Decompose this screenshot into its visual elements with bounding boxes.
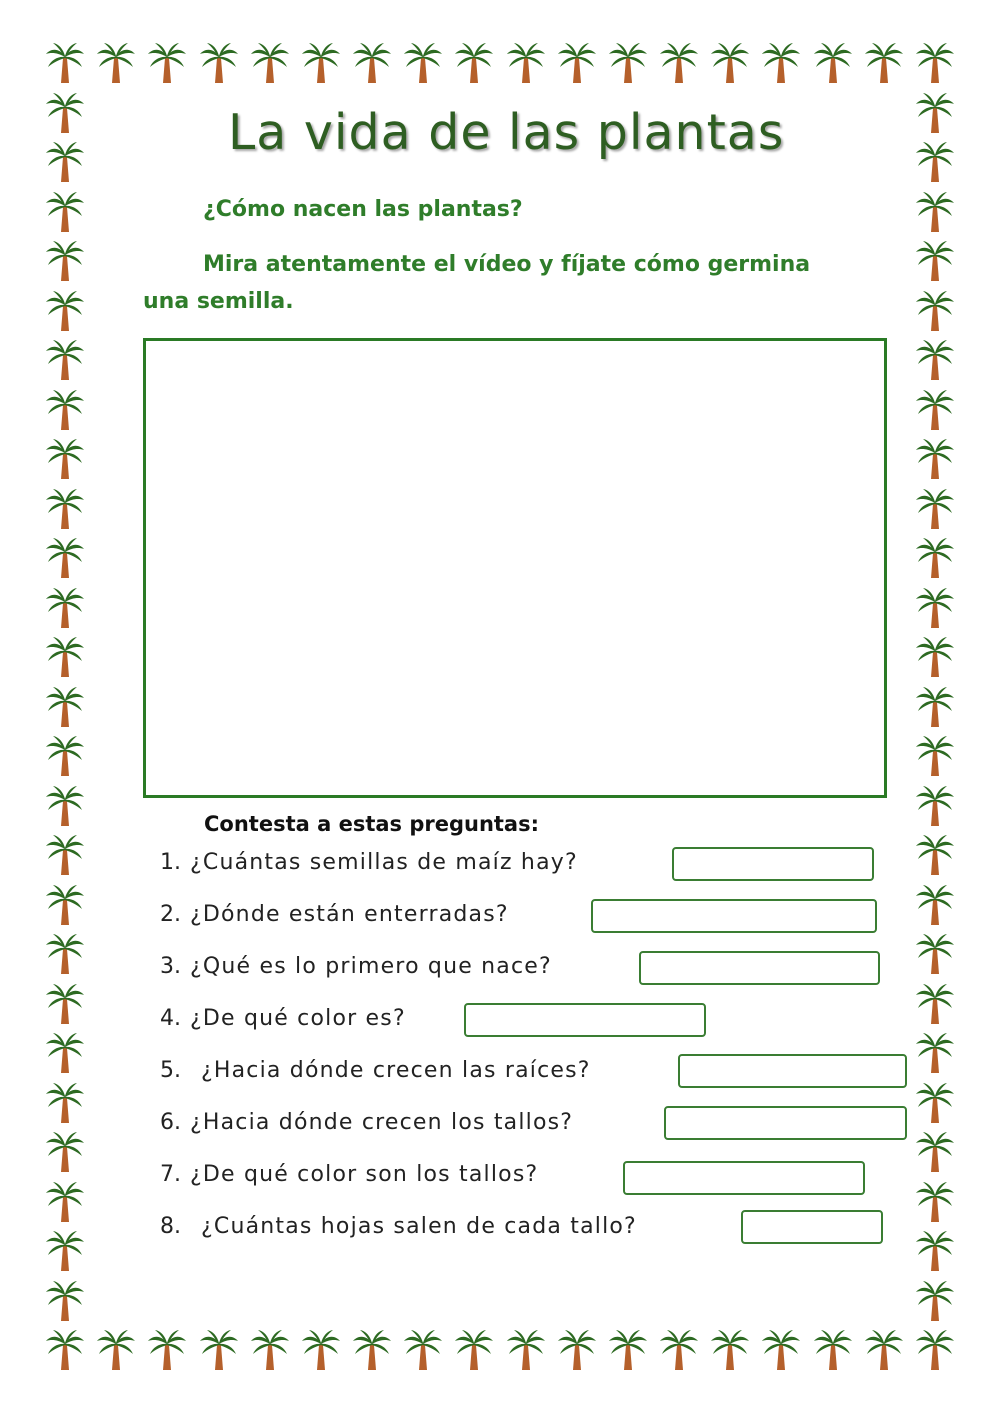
palm-tree-icon (45, 141, 85, 183)
question-text: ¿Hacia dónde crecen las raíces? (201, 1058, 591, 1083)
palm-tree-icon (45, 933, 85, 975)
palm-tree-icon (915, 191, 955, 233)
palm-tree-icon (915, 42, 955, 84)
palm-tree-icon (45, 191, 85, 233)
instructions-text: Mira atentamente el vídeo y fíjate cómo germina una semilla. (143, 252, 811, 314)
palm-tree-icon (199, 1329, 239, 1371)
answer-input-1[interactable] (672, 847, 874, 881)
palm-tree-icon (915, 92, 955, 134)
palm-tree-icon (915, 983, 955, 1025)
questions-header: Contesta a estas preguntas: (204, 812, 540, 836)
palm-tree-icon (915, 1280, 955, 1322)
palm-tree-icon (45, 1230, 85, 1272)
palm-tree-icon (45, 389, 85, 431)
palm-tree-icon (608, 1329, 648, 1371)
worksheet-subtitle: ¿Cómo nacen las plantas? (203, 197, 523, 222)
palm-tree-icon (915, 389, 955, 431)
question-text: ¿De qué color son los tallos? (190, 1162, 539, 1187)
palm-tree-icon (45, 92, 85, 134)
palm-tree-icon (915, 290, 955, 332)
question-text: ¿Cuántas semillas de maíz hay? (190, 850, 578, 875)
palm-tree-icon (45, 42, 85, 84)
palm-tree-icon (813, 1329, 853, 1371)
question-number: 4. (160, 1006, 181, 1031)
palm-tree-icon (915, 240, 955, 282)
answer-input-2[interactable] (591, 899, 877, 933)
palm-tree-icon (45, 240, 85, 282)
question-text: ¿De qué color es? (190, 1006, 406, 1031)
palm-tree-icon (45, 1131, 85, 1173)
palm-tree-icon (915, 141, 955, 183)
palm-tree-icon (45, 488, 85, 530)
answer-input-6[interactable] (664, 1106, 907, 1140)
palm-tree-icon (301, 1329, 341, 1371)
palm-tree-icon (915, 1329, 955, 1371)
palm-tree-icon (915, 537, 955, 579)
palm-tree-icon (147, 42, 187, 84)
palm-tree-icon (761, 42, 801, 84)
palm-tree-icon (45, 1082, 85, 1124)
palm-tree-icon (915, 438, 955, 480)
palm-tree-icon (659, 1329, 699, 1371)
palm-tree-icon (608, 42, 648, 84)
palm-tree-icon (915, 686, 955, 728)
answer-input-3[interactable] (639, 951, 880, 985)
palm-tree-icon (199, 42, 239, 84)
palm-tree-icon (45, 686, 85, 728)
palm-tree-icon (710, 42, 750, 84)
answer-input-5[interactable] (678, 1054, 907, 1088)
question-number: 3. (160, 954, 181, 979)
palm-tree-icon (813, 42, 853, 84)
palm-tree-icon (915, 933, 955, 975)
palm-tree-icon (506, 42, 546, 84)
palm-tree-icon (403, 1329, 443, 1371)
palm-tree-icon (96, 42, 136, 84)
palm-tree-icon (915, 339, 955, 381)
question-number: 7. (160, 1162, 181, 1187)
palm-tree-icon (557, 42, 597, 84)
palm-tree-icon (915, 1032, 955, 1074)
palm-tree-icon (915, 884, 955, 926)
palm-tree-icon (45, 587, 85, 629)
palm-tree-icon (864, 42, 904, 84)
palm-tree-icon (147, 1329, 187, 1371)
palm-tree-icon (45, 1329, 85, 1371)
question-text: ¿Cuántas hojas salen de cada tallo? (201, 1214, 637, 1239)
palm-tree-icon (45, 983, 85, 1025)
palm-tree-icon (915, 834, 955, 876)
palm-tree-icon (352, 1329, 392, 1371)
question-text: ¿Dónde están enterradas? (190, 902, 509, 927)
question-number: 1. (160, 850, 181, 875)
palm-tree-icon (250, 42, 290, 84)
palm-tree-icon (45, 537, 85, 579)
palm-tree-icon (915, 785, 955, 827)
palm-tree-icon (454, 1329, 494, 1371)
palm-tree-icon (45, 1181, 85, 1223)
palm-tree-icon (915, 488, 955, 530)
palm-tree-icon (915, 1082, 955, 1124)
palm-tree-icon (45, 735, 85, 777)
palm-tree-icon (352, 42, 392, 84)
video-embed-frame[interactable] (143, 338, 887, 798)
palm-tree-icon (45, 834, 85, 876)
palm-tree-icon (659, 42, 699, 84)
palm-tree-icon (915, 1230, 955, 1272)
palm-tree-icon (915, 1131, 955, 1173)
palm-tree-icon (761, 1329, 801, 1371)
palm-tree-icon (915, 1181, 955, 1223)
palm-tree-icon (403, 42, 443, 84)
answer-input-4[interactable] (464, 1003, 706, 1037)
palm-tree-icon (45, 438, 85, 480)
palm-tree-icon (915, 735, 955, 777)
palm-tree-icon (454, 42, 494, 84)
palm-tree-icon (45, 785, 85, 827)
question-number: 6. (160, 1110, 181, 1135)
question-text: ¿Qué es lo primero que nace? (190, 954, 552, 979)
question-number: 5. (160, 1058, 181, 1083)
answer-input-8[interactable] (741, 1210, 883, 1244)
palm-tree-icon (96, 1329, 136, 1371)
question-number: 8. (160, 1214, 181, 1239)
palm-tree-icon (557, 1329, 597, 1371)
palm-tree-icon (915, 587, 955, 629)
palm-tree-icon (301, 42, 341, 84)
palm-tree-icon (45, 884, 85, 926)
worksheet-title: La vida de las plantas (228, 104, 785, 161)
palm-tree-icon (45, 1032, 85, 1074)
palm-tree-icon (864, 1329, 904, 1371)
palm-tree-icon (915, 636, 955, 678)
palm-tree-icon (45, 636, 85, 678)
palm-tree-icon (45, 339, 85, 381)
question-number: 2. (160, 902, 181, 927)
palm-tree-icon (250, 1329, 290, 1371)
palm-tree-icon (710, 1329, 750, 1371)
palm-tree-icon (45, 1280, 85, 1322)
answer-input-7[interactable] (623, 1161, 865, 1195)
palm-tree-icon (45, 290, 85, 332)
palm-tree-icon (506, 1329, 546, 1371)
question-text: ¿Hacia dónde crecen los tallos? (190, 1110, 574, 1135)
